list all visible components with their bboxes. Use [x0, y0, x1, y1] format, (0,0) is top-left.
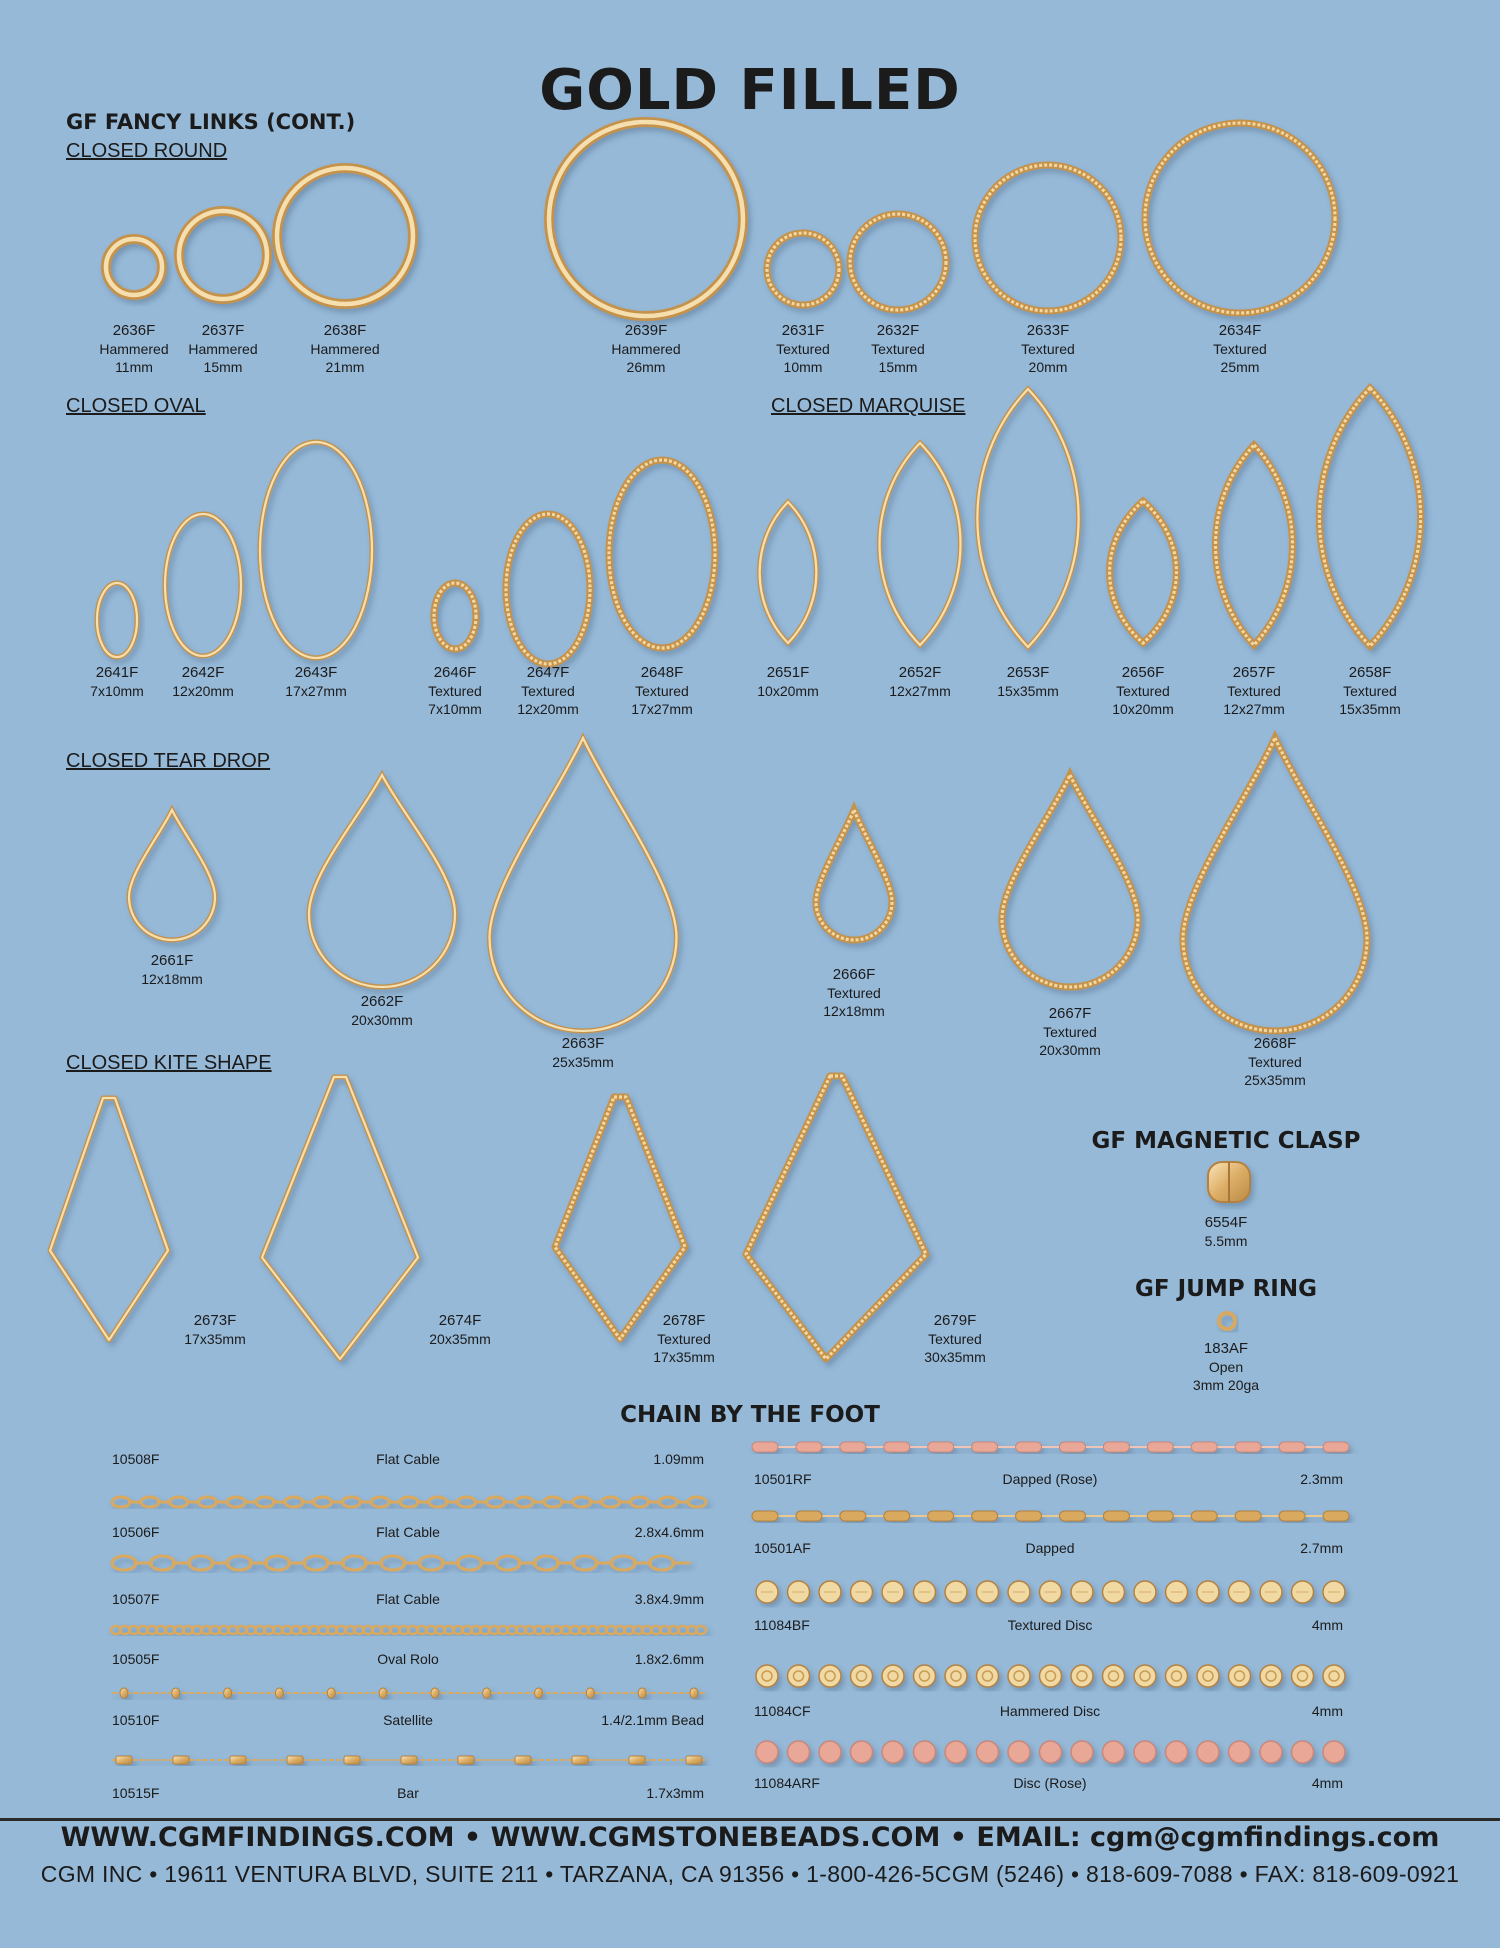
- teardrop-2661F: [129, 810, 215, 940]
- caption-2668F-finish: Textured: [1248, 1054, 1302, 1070]
- caption-2633F-code: 2633F: [1026, 322, 1070, 339]
- chain-code-10508F: 10508F: [112, 1451, 160, 1467]
- caption-2668F: [1205, 1035, 1345, 1089]
- magnetic-clasp-code: 6554F: [1204, 1214, 1248, 1231]
- caption-2667F-code: 2667F: [1048, 1005, 1092, 1022]
- caption-2658F-code: 2658F: [1348, 664, 1392, 681]
- chain-size-11084BF: 4mm: [1311, 1617, 1343, 1633]
- marquise-2658F: [1319, 388, 1420, 646]
- ring-2633F: [975, 165, 1121, 311]
- marquise-2653F: [977, 389, 1078, 647]
- marquise-2652F: [880, 443, 961, 645]
- teardrop-2667F: [1002, 775, 1138, 987]
- chain-name-10501AF: Dapped: [1025, 1540, 1075, 1556]
- chain-heading: CHAIN BY THE FOOT: [620, 1402, 880, 1428]
- caption-2637F-size: 15mm: [203, 359, 243, 375]
- caption-2653F-code: 2653F: [1006, 664, 1050, 681]
- caption-2656F-code: 2656F: [1121, 664, 1165, 681]
- chain-code-10501RF: 10501RF: [754, 1471, 812, 1487]
- caption-2678F-code: 2678F: [662, 1312, 706, 1329]
- footer-contact-line: WWW.CGMFINDINGS.COM • WWW.CGMSTONEBEADS.COM • EMAIL: cgm@cgmfindings.com: [60, 1822, 1440, 1853]
- chain-10510F: [112, 1688, 706, 1698]
- caption-2661F-size: 12x18mm: [141, 971, 203, 987]
- caption-2673F-size: 17x35mm: [184, 1331, 246, 1347]
- caption-2653F-size: 15x35mm: [997, 683, 1059, 699]
- section-closed-round: CLOSED ROUND: [66, 140, 228, 162]
- caption-2667F-size: 20x30mm: [1039, 1042, 1101, 1058]
- caption-2658F-finish: Textured: [1343, 683, 1397, 699]
- caption-2648F-size: 17x27mm: [631, 701, 693, 717]
- caption-2637F-finish: Hammered: [188, 341, 258, 357]
- kite-2673F: [50, 1098, 168, 1340]
- caption-2657F-finish: Textured: [1227, 683, 1281, 699]
- teardrop-2663F: [490, 738, 677, 1031]
- caption-2668F-size: 25x35mm: [1244, 1072, 1306, 1088]
- chain-size-10508F: 1.09mm: [653, 1451, 704, 1467]
- caption-2631F-finish: Textured: [776, 341, 830, 357]
- caption-2656F-size: 10x20mm: [1112, 701, 1174, 717]
- jump-ring-code: 183AF: [1203, 1340, 1249, 1357]
- chain-name-10515F: Bar: [397, 1785, 419, 1801]
- caption-2639F-size: 26mm: [626, 359, 666, 375]
- caption-2662F-code: 2662F: [360, 993, 404, 1010]
- chain-name-11084CF: Hammered Disc: [999, 1703, 1101, 1719]
- caption-2631F-code: 2631F: [781, 322, 825, 339]
- chain-10507F: [112, 1556, 690, 1570]
- caption-2657F-size: 12x27mm: [1223, 701, 1285, 717]
- caption-2634F-finish: Textured: [1213, 341, 1267, 357]
- caption-2648F: [592, 664, 732, 718]
- caption-2639F-code: 2639F: [624, 322, 668, 339]
- caption-2643F-code: 2643F: [294, 664, 338, 681]
- magnetic-clasp-size: 5.5mm: [1204, 1233, 1248, 1249]
- caption-2646F-code: 2646F: [433, 664, 477, 681]
- caption-2667F: [1000, 1005, 1140, 1059]
- footer-divider: [0, 1818, 1500, 1821]
- caption-2662F: [312, 993, 452, 1029]
- teardrop-2662F: [309, 775, 455, 987]
- oval-2647F: [506, 514, 590, 664]
- caption-2633F-size: 20mm: [1028, 359, 1068, 375]
- chain-code-11084CF: 11084CF: [754, 1703, 811, 1719]
- page-title: GOLD FILLED: [539, 58, 961, 123]
- caption-2652F-size: 12x27mm: [889, 683, 951, 699]
- caption-2637F: [153, 322, 293, 376]
- marquise-2657F: [1216, 445, 1293, 645]
- caption-2663F-code: 2663F: [561, 1035, 605, 1052]
- caption-2648F-code: 2648F: [640, 664, 684, 681]
- caption-2643F: [246, 664, 386, 700]
- kite-2678F: [555, 1097, 685, 1339]
- chain-code-10501AF: 10501AF: [754, 1540, 811, 1556]
- chain-size-10515F: 1.7x3mm: [646, 1785, 704, 1801]
- jump-ring-heading: GF JUMP RING: [1135, 1276, 1317, 1302]
- caption-2638F-finish: Hammered: [310, 341, 380, 357]
- chain-name-11084BF: Textured Disc: [1007, 1617, 1093, 1633]
- caption-2643F-size: 17x27mm: [285, 683, 347, 699]
- caption-2632F-code: 2632F: [876, 322, 920, 339]
- caption-2652F-code: 2652F: [898, 664, 942, 681]
- chain-code-10506F: 10506F: [112, 1524, 160, 1540]
- caption-2678F-size: 17x35mm: [653, 1349, 715, 1365]
- caption-2658F: [1300, 664, 1440, 718]
- chain-name-10505F: Oval Rolo: [377, 1651, 439, 1667]
- chain-name-10506F: Flat Cable: [376, 1524, 440, 1540]
- teardrop-2666F: [816, 810, 892, 940]
- chain-10515F: [112, 1756, 706, 1764]
- caption-2666F-finish: Textured: [827, 985, 881, 1001]
- caption-2661F: [102, 952, 242, 988]
- marquise-2656F: [1110, 501, 1177, 643]
- caption-2679F-code: 2679F: [933, 1312, 977, 1329]
- caption-2678F-finish: Textured: [657, 1331, 711, 1347]
- caption-2646F-size: 7x10mm: [428, 701, 482, 717]
- oval-2648F: [609, 460, 715, 648]
- chain-10501RF: [752, 1442, 1349, 1452]
- caption-2663F-size: 25x35mm: [552, 1054, 614, 1070]
- caption-2666F: [784, 966, 924, 1020]
- chain-size-11084CF: 4mm: [1311, 1703, 1343, 1719]
- section-closed-marquise: CLOSED MARQUISE: [771, 395, 966, 417]
- teardrop-2668F: [1183, 738, 1367, 1031]
- caption-2638F-size: 21mm: [325, 359, 365, 375]
- caption-2633F-finish: Textured: [1021, 341, 1075, 357]
- caption-2647F-code: 2647F: [526, 664, 570, 681]
- caption-2651F: [718, 664, 858, 700]
- caption-2637F-code: 2637F: [201, 322, 245, 339]
- caption-2666F-size: 12x18mm: [823, 1003, 885, 1019]
- chain-code-10507F: 10507F: [112, 1591, 160, 1607]
- chain-size-11084ARF: 4mm: [1311, 1775, 1343, 1791]
- caption-2674F-size: 20x35mm: [429, 1331, 491, 1347]
- caption-2634F: [1170, 322, 1310, 376]
- chain-size-10506F: 2.8x4.6mm: [634, 1524, 704, 1540]
- caption-2658F-size: 15x35mm: [1339, 701, 1401, 717]
- footer-address-line: CGM INC • 19611 VENTURA BLVD, SUITE 211 • TARZANA, CA 91356 • 1-800-426-5CGM (5246) • 818-609-7088 • FAX: 818-609-0921: [40, 1861, 1460, 1887]
- caption-2634F-code: 2634F: [1218, 322, 1262, 339]
- section-closed-kite-shape: CLOSED KITE SHAPE: [66, 1052, 272, 1074]
- caption-2673F-code: 2673F: [193, 1312, 237, 1329]
- magnetic-clasp-image: [1208, 1162, 1250, 1202]
- chain-code-10515F: 10515F: [112, 1785, 160, 1801]
- chain-name-10510F: Satellite: [383, 1712, 433, 1728]
- caption-2647F-finish: Textured: [521, 683, 575, 699]
- caption-2662F-size: 20x30mm: [351, 1012, 413, 1028]
- caption-2638F-code: 2638F: [323, 322, 367, 339]
- magnetic-clasp-caption: [1156, 1214, 1296, 1250]
- oval-2642F: [165, 514, 241, 656]
- caption-2666F-code: 2666F: [832, 966, 876, 983]
- jump-ring-size: 3mm 20ga: [1192, 1377, 1260, 1393]
- ring-2634F: [1145, 123, 1335, 313]
- caption-2661F-code: 2661F: [150, 952, 194, 969]
- caption-2651F-size: 10x20mm: [757, 683, 819, 699]
- chain-11084ARF: [756, 1741, 1345, 1763]
- caption-2657F-code: 2657F: [1232, 664, 1276, 681]
- caption-2663F: [513, 1035, 653, 1071]
- ring-2631F: [767, 233, 839, 305]
- jump-ring-type: Open: [1208, 1359, 1244, 1375]
- caption-2631F-size: 10mm: [783, 359, 823, 375]
- jump-ring-image: [1219, 1313, 1235, 1329]
- chain-code-10510F: 10510F: [112, 1712, 160, 1728]
- caption-2639F-finish: Hammered: [611, 341, 681, 357]
- chain-10506F: [112, 1497, 706, 1507]
- chain-size-10510F: 1.4/2.1mm Bead: [601, 1712, 704, 1728]
- caption-2674F: [390, 1312, 530, 1348]
- caption-2641F-size: 7x10mm: [90, 683, 144, 699]
- caption-2656F-finish: Textured: [1116, 683, 1170, 699]
- oval-2646F: [434, 583, 476, 649]
- chain-code-11084BF: 11084BF: [754, 1617, 810, 1633]
- caption-2638F: [275, 322, 415, 376]
- ring-2639F: [549, 122, 743, 316]
- chain-size-10505F: 1.8x2.6mm: [634, 1651, 704, 1667]
- subtitle: GF FANCY LINKS (CONT.): [66, 110, 356, 134]
- chain-name-10508F: Flat Cable: [376, 1451, 440, 1467]
- caption-2646F-finish: Textured: [428, 683, 482, 699]
- caption-2674F-code: 2674F: [438, 1312, 482, 1329]
- chain-name-10501RF: Dapped (Rose): [1002, 1471, 1098, 1487]
- chain-11084CF: [756, 1665, 1345, 1687]
- caption-2667F-finish: Textured: [1043, 1024, 1097, 1040]
- caption-2634F-size: 25mm: [1220, 359, 1260, 375]
- caption-2679F: [885, 1312, 1025, 1366]
- caption-2636F-code: 2636F: [112, 322, 156, 339]
- caption-2648F-finish: Textured: [635, 683, 689, 699]
- caption-2632F: [828, 322, 968, 376]
- chain-size-10507F: 3.8x4.9mm: [634, 1591, 704, 1607]
- oval-2643F: [260, 442, 372, 658]
- ring-2632F: [850, 214, 946, 310]
- section-closed-oval: CLOSED OVAL: [66, 395, 206, 417]
- ring-2637F: [179, 211, 267, 299]
- caption-2673F: [145, 1312, 285, 1348]
- section-closed-tear-drop: CLOSED TEAR DROP: [66, 750, 271, 772]
- chain-name-10507F: Flat Cable: [376, 1591, 440, 1607]
- chain-size-10501AF: 2.7mm: [1300, 1540, 1343, 1556]
- caption-2679F-size: 30x35mm: [924, 1349, 986, 1365]
- chain-11084BF: [756, 1581, 1345, 1603]
- caption-2639F: [576, 322, 716, 376]
- caption-2632F-finish: Textured: [871, 341, 925, 357]
- ring-2638F: [277, 168, 413, 304]
- caption-2647F-size: 12x20mm: [517, 701, 579, 717]
- caption-2642F-size: 12x20mm: [172, 683, 234, 699]
- oval-2641F: [97, 583, 137, 657]
- chain-size-10501RF: 2.3mm: [1300, 1471, 1343, 1487]
- caption-2632F-size: 15mm: [878, 359, 918, 375]
- caption-2636F-finish: Hammered: [99, 341, 169, 357]
- caption-2633F: [978, 322, 1118, 376]
- marquise-2651F: [760, 502, 817, 643]
- magnetic-clasp-heading: GF MAGNETIC CLASP: [1091, 1128, 1361, 1154]
- chain-code-11084ARF: 11084ARF: [754, 1775, 820, 1791]
- caption-2678F: [614, 1312, 754, 1366]
- chain-code-10505F: 10505F: [112, 1651, 160, 1667]
- caption-2668F-code: 2668F: [1253, 1035, 1297, 1052]
- caption-2651F-code: 2651F: [766, 664, 810, 681]
- chain-10501AF: [752, 1511, 1349, 1521]
- ring-2636F: [106, 239, 162, 295]
- caption-2679F-finish: Textured: [928, 1331, 982, 1347]
- jump-ring-caption: [1156, 1340, 1296, 1394]
- caption-2641F-code: 2641F: [95, 664, 139, 681]
- chain-name-11084ARF: Disc (Rose): [1013, 1775, 1087, 1791]
- caption-2642F-code: 2642F: [181, 664, 225, 681]
- chain-10505F: [111, 1626, 706, 1634]
- caption-2636F-size: 11mm: [115, 359, 153, 375]
